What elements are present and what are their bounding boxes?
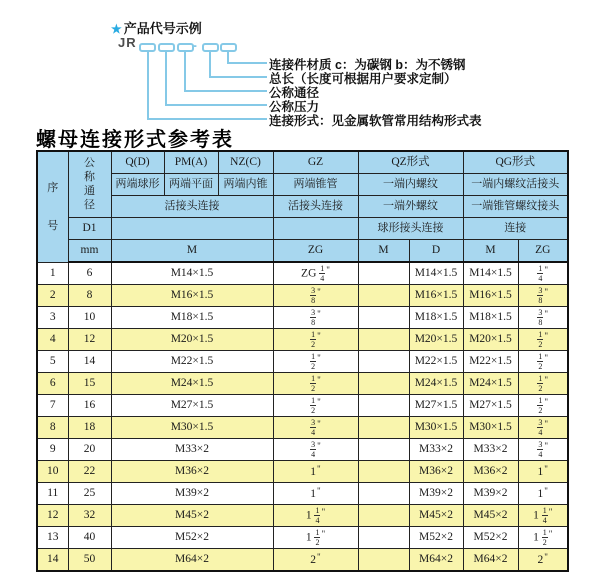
cell-m: M36×2: [111, 461, 273, 483]
cell-qz_d: M16×1.5: [409, 285, 463, 307]
cell-qg_m: M22×1.5: [463, 351, 518, 373]
header-pm-desc: 两端平面: [164, 174, 218, 196]
header-col-m-left: M: [111, 240, 273, 263]
cell-qg_m: M52×2: [463, 527, 518, 549]
cell-qz_d: M64×2: [409, 549, 463, 572]
cell-qg_zg: $\frac{1}{2}$ ": [518, 373, 568, 395]
cell-qg_m: M27×1.5: [463, 395, 518, 417]
diagram-title-text: 产品代号示例: [123, 21, 202, 36]
cell-qz_d: M22×1.5: [409, 351, 463, 373]
header-seq: 序 号: [37, 151, 68, 262]
cell-gz_zg: 1 $\frac{1}{2}$ ": [273, 527, 358, 549]
cell-qz_m: [358, 395, 409, 417]
cell-dn: 40: [68, 527, 111, 549]
cell-qg_m: M39×2: [463, 483, 518, 505]
cell-qz_d: M52×2: [409, 527, 463, 549]
cell-gz_zg: 2": [273, 549, 358, 572]
diagram-label-connection: 连接形式：见金属软管常用结构形式表: [269, 114, 482, 128]
cell-qz_d: M18×1.5: [409, 307, 463, 329]
header-qg-desc1: 一端内螺纹活接头: [463, 174, 568, 196]
cell-seq: 3: [37, 307, 68, 329]
cell-gz_zg: $\frac{3}{8}$ ": [273, 307, 358, 329]
header-qz-desc1: 一端内螺纹: [358, 174, 463, 196]
cell-seq: 5: [37, 351, 68, 373]
cell-m: M64×2: [111, 549, 273, 572]
header-dn: 公 称 通 径: [68, 151, 111, 218]
cell-qg_zg: $\frac{1}{2}$ ": [518, 351, 568, 373]
cell-dn: 8: [68, 285, 111, 307]
header-qg-code: QG形式: [463, 151, 568, 174]
diagram-label-pressure: 公称压力: [269, 100, 320, 114]
cell-m: M39×2: [111, 483, 273, 505]
header-col-m-qz: M: [358, 240, 409, 263]
cell-dn: 12: [68, 329, 111, 351]
cell-dn: 14: [68, 351, 111, 373]
header-qg-connection: 连接: [463, 218, 568, 240]
cell-qg_m: M20×1.5: [463, 329, 518, 351]
header-row-d1: [37, 218, 568, 240]
cell-seq: 14: [37, 549, 68, 572]
cell-dn: 32: [68, 505, 111, 527]
header-pm-code: PM(A): [164, 151, 218, 174]
cell-m: M27×1.5: [111, 395, 273, 417]
cell-gz_zg: $\frac{3}{4}$ ": [273, 439, 358, 461]
header-mm: mm: [68, 240, 111, 263]
table-row: [37, 395, 568, 417]
cell-dn: 25: [68, 483, 111, 505]
header-d1: D1: [68, 218, 111, 240]
cell-gz_zg: 1 $\frac{1}{4}$ ": [273, 505, 358, 527]
cell-seq: 9: [37, 439, 68, 461]
cell-qz_d: M27×1.5: [409, 395, 463, 417]
cell-m: M18×1.5: [111, 307, 273, 329]
header-nz-desc: 两端内锥: [218, 174, 273, 196]
cell-qz_d: M36×2: [409, 461, 463, 483]
cell-qz_m: [358, 549, 409, 572]
cell-qz_d: M45×2: [409, 505, 463, 527]
header-q-desc: 两端球形: [111, 174, 164, 196]
diagram-label-length: 总长（长度可根据用户要求定制）: [269, 72, 457, 86]
cell-m: M52×2: [111, 527, 273, 549]
cell-qz_d: M39×2: [409, 483, 463, 505]
header-qz-desc2: 一端外螺纹: [358, 196, 463, 218]
cell-qg_zg: $\frac{3}{8}$ ": [518, 307, 568, 329]
cell-seq: 2: [37, 285, 68, 307]
cell-qg_zg: 1": [518, 483, 568, 505]
cell-gz_zg: $\frac{3}{4}$ ": [273, 417, 358, 439]
cell-qg_zg: $\frac{3}{4}$ ": [518, 417, 568, 439]
cell-m: M16×1.5: [111, 285, 273, 307]
header-blank-gz: [273, 218, 358, 240]
header-qz-code: QZ形式: [358, 151, 463, 174]
cell-qg_m: M24×1.5: [463, 373, 518, 395]
cell-gz_zg: $\frac{1}{2}$ ": [273, 351, 358, 373]
table-row: [37, 307, 568, 329]
cell-qz_m: [358, 329, 409, 351]
cell-m: M45×2: [111, 505, 273, 527]
cell-qz_d: M20×1.5: [409, 329, 463, 351]
header-col-zg-qg: ZG: [518, 240, 568, 263]
cell-qz_m: [358, 373, 409, 395]
cell-qz_d: M14×1.5: [409, 262, 463, 285]
cell-dn: 18: [68, 417, 111, 439]
table-row: [37, 351, 568, 373]
header-nz-code: NZ(C): [218, 151, 273, 174]
cell-qg_m: M33×2: [463, 439, 518, 461]
cell-seq: 1: [37, 262, 68, 285]
header-q-code: Q(D): [111, 151, 164, 174]
table-row: [37, 262, 568, 285]
cell-qg_zg: $\frac{1}{4}$ ": [518, 262, 568, 285]
table-row: [37, 285, 568, 307]
cell-qz_d: M30×1.5: [409, 417, 463, 439]
cell-qg_m: M36×2: [463, 461, 518, 483]
nut-connection-table: [36, 150, 569, 572]
cell-qz_m: [358, 461, 409, 483]
cell-qg_zg: $\frac{3}{8}$ ": [518, 285, 568, 307]
cell-qz_m: [358, 351, 409, 373]
cell-seq: 13: [37, 527, 68, 549]
cell-qg_m: M16×1.5: [463, 285, 518, 307]
table-row: [37, 483, 568, 505]
cell-qg_m: M14×1.5: [463, 262, 518, 285]
cell-seq: 6: [37, 373, 68, 395]
table-row: [37, 439, 568, 461]
cell-dn: 15: [68, 373, 111, 395]
cell-qg_zg: 1 $\frac{1}{2}$ ": [518, 527, 568, 549]
cell-qg_zg: 2": [518, 549, 568, 572]
cell-qz_m: [358, 527, 409, 549]
cell-qz_m: [358, 483, 409, 505]
cell-qz_m: [358, 262, 409, 285]
table-row: [37, 373, 568, 395]
cell-qz_d: M24×1.5: [409, 373, 463, 395]
header-row-codes: [37, 151, 568, 174]
cell-gz_zg: 1": [273, 483, 358, 505]
cell-dn: 10: [68, 307, 111, 329]
code-dash: -: [192, 37, 197, 54]
cell-seq: 8: [37, 417, 68, 439]
cell-seq: 7: [37, 395, 68, 417]
table-title: 螺母连接形式参考表: [36, 129, 234, 151]
header-col-zg-gz: ZG: [273, 240, 358, 263]
cell-gz_zg: $\frac{1}{2}$ ": [273, 395, 358, 417]
cell-m: M20×1.5: [111, 329, 273, 351]
cell-qg_m: M45×2: [463, 505, 518, 527]
cell-gz_zg: $\frac{1}{2}$ ": [273, 329, 358, 351]
cell-qz_d: M33×2: [409, 439, 463, 461]
header-col-m-qg: M: [463, 240, 518, 263]
cell-seq: 4: [37, 329, 68, 351]
cell-gz_zg: 1": [273, 461, 358, 483]
header-row-desc1: [37, 174, 568, 196]
cell-m: M30×1.5: [111, 417, 273, 439]
header-union-connection: 活接头连接: [111, 196, 273, 218]
table-row: [37, 549, 568, 572]
cell-qg_m: M64×2: [463, 549, 518, 572]
cell-gz_zg: $\frac{3}{8}$ ": [273, 285, 358, 307]
connector-line-5: [147, 51, 267, 120]
header-gz-desc: 两端锥管: [273, 174, 358, 196]
cell-m: M14×1.5: [111, 262, 273, 285]
cell-dn: 22: [68, 461, 111, 483]
cell-seq: 10: [37, 461, 68, 483]
diagram-label-diameter: 公称通径: [269, 86, 320, 100]
cell-qz_m: [358, 307, 409, 329]
cell-dn: 16: [68, 395, 111, 417]
cell-qz_m: [358, 505, 409, 527]
header-col-d-qz: D: [409, 240, 463, 263]
cell-qg_zg: 1 $\frac{1}{4}$ ": [518, 505, 568, 527]
cell-dn: 50: [68, 549, 111, 572]
cell-qg_zg: 1": [518, 461, 568, 483]
table-row: [37, 527, 568, 549]
code-prefix: JR: [118, 35, 137, 50]
cell-m: M22×1.5: [111, 351, 273, 373]
header-blank-left: [111, 218, 273, 240]
table-row: [37, 505, 568, 527]
cell-m: M33×2: [111, 439, 273, 461]
cell-gz_zg: $\frac{1}{2}$ ": [273, 373, 358, 395]
header-gz-connection: 活接头连接: [273, 196, 358, 218]
star-icon: ★: [111, 22, 122, 36]
cell-qg_zg: $\frac{3}{4}$ ": [518, 439, 568, 461]
table-row: [37, 461, 568, 483]
diagram-label-material: 连接件材质 c：为碳钢 b：为不锈钢: [269, 58, 466, 72]
cell-seq: 11: [37, 483, 68, 505]
table-row: [37, 417, 568, 439]
cell-m: M24×1.5: [111, 373, 273, 395]
header-qz-connection: 球形接头连接: [358, 218, 463, 240]
cell-seq: 12: [37, 505, 68, 527]
header-row-units: [37, 240, 568, 263]
cell-dn: 20: [68, 439, 111, 461]
cell-qg_zg: $\frac{1}{2}$ ": [518, 395, 568, 417]
header-row-desc2: [37, 196, 568, 218]
cell-qg_zg: $\frac{1}{2}$ ": [518, 329, 568, 351]
cell-qg_m: M18×1.5: [463, 307, 518, 329]
table-row: [37, 329, 568, 351]
header-qg-desc2: 一端锥管螺纹接头: [463, 196, 568, 218]
header-gz-code: GZ: [273, 151, 358, 174]
cell-dn: 6: [68, 262, 111, 285]
cell-qz_m: [358, 439, 409, 461]
cell-qg_m: M30×1.5: [463, 417, 518, 439]
cell-qz_m: [358, 285, 409, 307]
cell-qz_m: [358, 417, 409, 439]
cell-gz_zg: ZG $\frac{1}{4}$ ": [273, 262, 358, 285]
